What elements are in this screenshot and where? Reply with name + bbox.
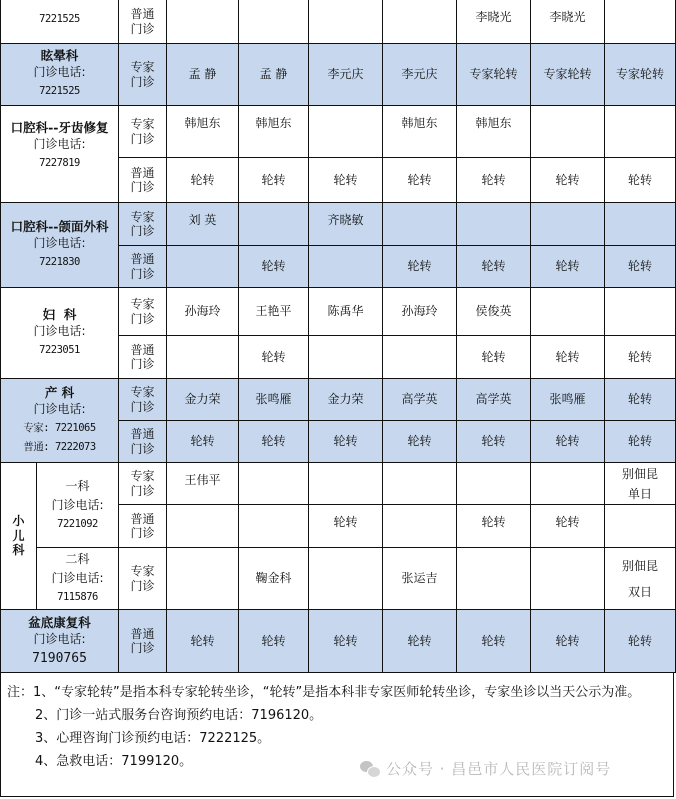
schedule-cell: [167, 505, 239, 548]
schedule-cell: [457, 463, 531, 505]
schedule-cell: 专家轮转: [457, 44, 531, 106]
schedule-cell: 轮转: [605, 421, 676, 463]
schedule-cell: 王艳平: [239, 288, 309, 336]
schedule-cell: [239, 0, 309, 44]
schedule-cell: 刘 英: [167, 203, 239, 246]
schedule-cell: 轮转: [309, 421, 383, 463]
note-2: 2、门诊一站式服务台咨询预约电话：7196120。: [35, 708, 323, 723]
schedule-cell: [531, 548, 605, 610]
clinic-type: 普通 门诊: [119, 421, 167, 463]
subdept-cell: 一科 门诊电话: 7221092: [37, 463, 119, 548]
watermark: [360, 758, 611, 779]
schedule-cell: 韩旭东: [239, 106, 309, 158]
schedule-cell: 轮转: [239, 610, 309, 673]
table-row: [1, 203, 676, 246]
schedule-cell: 孙海玲: [383, 288, 457, 336]
schedule-cell: 李晓光: [457, 0, 531, 44]
schedule-cell: 轮转: [239, 246, 309, 288]
clinic-type: 专家 门诊: [119, 106, 167, 158]
schedule-cell: 李元庆: [309, 44, 383, 106]
schedule-cell: 王伟平: [167, 463, 239, 505]
table-row: [1, 379, 676, 421]
table-row: [1, 288, 676, 336]
schedule-cell: 轮转: [309, 158, 383, 203]
schedule-cell: 轮转: [605, 610, 676, 673]
schedule-cell: 轮转: [383, 246, 457, 288]
schedule-cell: 韩旭东: [167, 106, 239, 158]
schedule-cell: [605, 0, 676, 44]
schedule-cell: 李元庆: [383, 44, 457, 106]
schedule-cell: [531, 106, 605, 158]
schedule-cell: 轮转: [239, 336, 309, 379]
schedule-cell: 轮转: [309, 505, 383, 548]
schedule-cell: 高学英: [383, 379, 457, 421]
subdept-cell: 二科 门诊电话: 7115876: [37, 548, 119, 610]
schedule-cell: 轮转: [605, 336, 676, 379]
dept-cell: 口腔科--颌面外科 门诊电话: 7221830: [1, 203, 119, 288]
schedule-cell: 轮转: [605, 158, 676, 203]
schedule-cell: 别佃昆 双日: [605, 548, 676, 610]
schedule-cell: 张鸣雁: [239, 379, 309, 421]
table-row: [1, 106, 676, 158]
schedule-cell: 轮转: [605, 379, 676, 421]
clinic-type: 专家 门诊: [119, 379, 167, 421]
schedule-cell: [239, 505, 309, 548]
table-row: [1, 463, 676, 505]
schedule-cell: 轮转: [383, 158, 457, 203]
schedule-cell: [239, 463, 309, 505]
note-4: 4、急救电话：7199120。: [35, 754, 193, 769]
dept-cell: 口腔科--牙齿修复 门诊电话: 7227819: [1, 106, 119, 203]
schedule-cell: [605, 203, 676, 246]
schedule-cell: 轮转: [531, 246, 605, 288]
dept-cell: 产 科 门诊电话: 专家: 7221065 普通: 7222073: [1, 379, 119, 463]
schedule-cell: 韩旭东: [457, 106, 531, 158]
schedule-cell: 轮转: [531, 421, 605, 463]
dept-cell: 妇 科 门诊电话: 7223051: [1, 288, 119, 379]
schedule-cell: 金力荣: [309, 379, 383, 421]
schedule-cell: [383, 463, 457, 505]
schedule-cell: 轮转: [531, 158, 605, 203]
schedule-cell: 陈禹华: [309, 288, 383, 336]
schedule-cell: 侯俊英: [457, 288, 531, 336]
schedule-cell: 轮转: [531, 505, 605, 548]
clinic-type: 专家 门诊: [119, 463, 167, 505]
schedule-cell: [167, 548, 239, 610]
dept-cell-pediatrics: 小 儿 科: [1, 463, 37, 610]
schedule-cell: [605, 288, 676, 336]
dept-cell: 7221525: [1, 0, 119, 44]
schedule-cell: 轮转: [457, 505, 531, 548]
table-row: [1, 44, 676, 106]
schedule-cell: 鞠金科: [239, 548, 309, 610]
schedule-cell: 张鸣雁: [531, 379, 605, 421]
schedule-cell: 韩旭东: [383, 106, 457, 158]
dept-cell: 盆底康复科 门诊电话: 7190765: [1, 610, 119, 673]
clinic-type: 普通 门诊: [119, 0, 167, 44]
table-row: [1, 610, 676, 673]
clinic-type: 普通 门诊: [119, 610, 167, 673]
watermark-text: 公众号 · 昌邑市人民医院订阅号: [386, 760, 612, 778]
clinic-type: 普通 门诊: [119, 336, 167, 379]
schedule-cell: 专家轮转: [531, 44, 605, 106]
schedule-cell: [309, 548, 383, 610]
clinic-type: 普通 门诊: [119, 158, 167, 203]
clinic-type: 专家 门诊: [119, 203, 167, 246]
clinic-type: 普通 门诊: [119, 246, 167, 288]
schedule-cell: 孙海玲: [167, 288, 239, 336]
schedule-cell: 李晓光: [531, 0, 605, 44]
schedule-cell: 轮转: [167, 610, 239, 673]
schedule-cell: [167, 246, 239, 288]
schedule-cell: 别佃昆 单日: [605, 463, 676, 505]
schedule-cell: [309, 336, 383, 379]
schedule-cell: [605, 106, 676, 158]
schedule-cell: [383, 336, 457, 379]
schedule-cell: [457, 548, 531, 610]
wechat-icon: [360, 761, 380, 777]
schedule-cell: 轮转: [605, 246, 676, 288]
schedule-cell: [531, 203, 605, 246]
clinic-type: 普通 门诊: [119, 505, 167, 548]
note-3: 3、心理咨询门诊预约电话：7222125。: [35, 731, 271, 746]
schedule-cell: 轮转: [457, 336, 531, 379]
schedule-cell: 轮转: [383, 421, 457, 463]
schedule-cell: 高学英: [457, 379, 531, 421]
clinic-type: 专家 门诊: [119, 548, 167, 610]
schedule-cell: 轮转: [457, 610, 531, 673]
schedule-cell: 轮转: [167, 158, 239, 203]
schedule-cell: 轮转: [239, 421, 309, 463]
schedule-cell: 轮转: [457, 246, 531, 288]
schedule-cell: 轮转: [457, 421, 531, 463]
schedule-cell: [309, 246, 383, 288]
schedule-cell: 专家轮转: [605, 44, 676, 106]
schedule-cell: [531, 288, 605, 336]
schedule-cell: 孟 静: [167, 44, 239, 106]
schedule-cell: [309, 0, 383, 44]
schedule-cell: 孟 静: [239, 44, 309, 106]
schedule-cell: 轮转: [457, 158, 531, 203]
schedule-cell: 轮转: [383, 610, 457, 673]
schedule-cell: [309, 106, 383, 158]
schedule-cell: 金力荣: [167, 379, 239, 421]
schedule-cell: [167, 336, 239, 379]
schedule-cell: 轮转: [531, 336, 605, 379]
clinic-type: 专家 门诊: [119, 288, 167, 336]
clinic-type: 专家 门诊: [119, 44, 167, 106]
schedule-cell: 轮转: [239, 158, 309, 203]
schedule-cell: [167, 0, 239, 44]
schedule-cell: 张运吉: [383, 548, 457, 610]
dept-cell: 眩晕科 门诊电话: 7221525: [1, 44, 119, 106]
schedule-cell: [457, 203, 531, 246]
schedule-cell: [383, 0, 457, 44]
schedule-cell: 轮转: [531, 610, 605, 673]
table-row: [1, 548, 676, 610]
table-row: [1, 0, 676, 44]
schedule-cell: 轮转: [167, 421, 239, 463]
note-1: 注：1、“专家轮转”是指本科专家轮转坐诊，“轮转”是指本科非专家医师轮转坐诊，专家坐诊以当天公示为准。: [7, 685, 641, 700]
schedule-cell: 轮转: [309, 610, 383, 673]
schedule-cell: [383, 203, 457, 246]
schedule-cell: [531, 463, 605, 505]
schedule-cell: [309, 463, 383, 505]
schedule-cell: [605, 505, 676, 548]
schedule-cell: [239, 203, 309, 246]
schedule-cell: [383, 505, 457, 548]
schedule-cell: 齐晓敏: [309, 203, 383, 246]
